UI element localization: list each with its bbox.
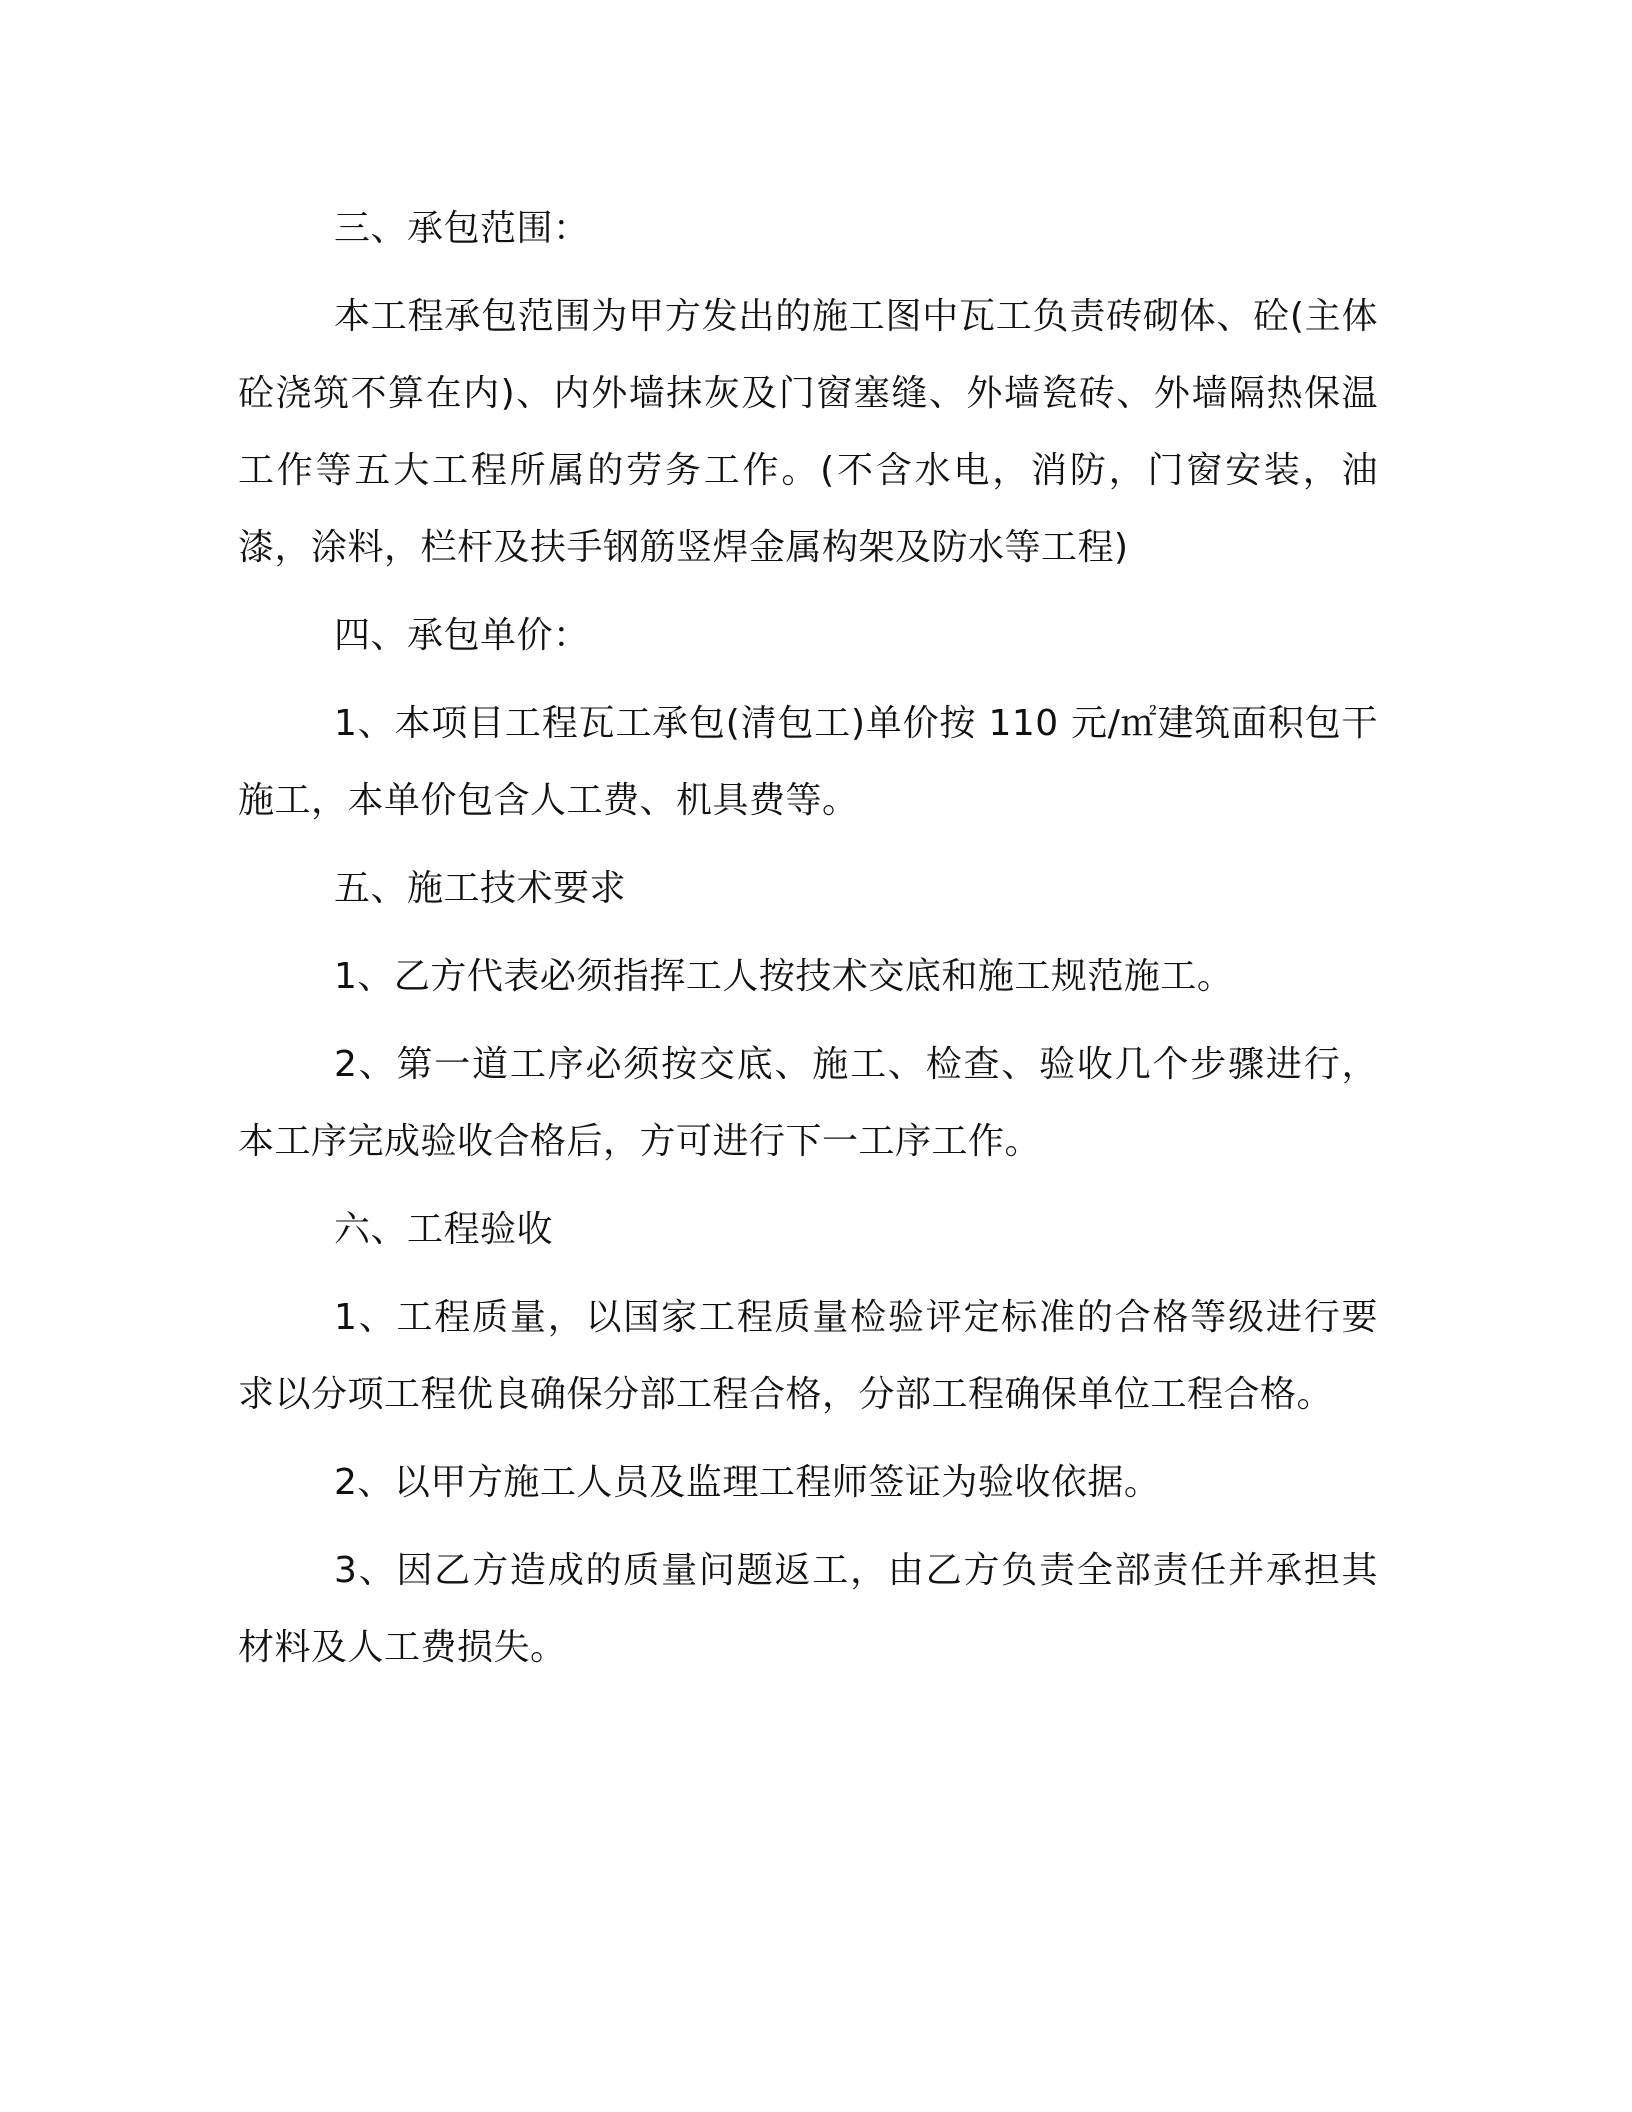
section-3-body: 本工程承包范围为甲方发出的施工图中瓦工负责砖砌体、砼(主体砼浇筑不算在内)、内外墙抹灰及门窗塞缝、外墙瓷砖、外墙隔热保温工作等五大工程所属的劳务工作。(不含水电，消防，门窗安装，油漆，涂料，栏杆及扶手钢筋竖焊金属构架及防水等工程) [238,296,1378,568]
section-5-item-2: 2、第一道工序必须按交底、施工、检查、验收几个步骤进行，本工序完成验收合格后，方可进行下一工序工作。 [238,1044,1378,1162]
section-4-item-1: 1、本项目工程瓦工承包(清包工)单价按 110 元/㎡建筑面积包干施工，本单价包含人工费、机具费等。 [238,703,1378,821]
section-3-heading: 三、承包范围： [334,208,590,249]
section-5-item-1: 1、乙方代表必须指挥工人按技术交底和施工规范施工。 [334,956,1234,997]
section-4-heading: 四、承包单价： [334,615,590,656]
section-6-item-1: 1、工程质量，以国家工程质量检验评定标准的合格等级进行要求以分项工程优良确保分部工程合格，分部工程确保单位工程合格。 [238,1297,1378,1415]
section-5-heading: 五、施工技术要求 [334,868,627,909]
section-6-heading: 六、工程验收 [334,1209,554,1250]
section-6-item-2: 2、以甲方施工人员及监理工程师签证为验收依据。 [334,1462,1161,1503]
section-6-item-3: 3、因乙方造成的质量问题返工，由乙方负责全部责任并承担其材料及人工费损失。 [238,1550,1378,1668]
document-page [238,190,1378,1686]
